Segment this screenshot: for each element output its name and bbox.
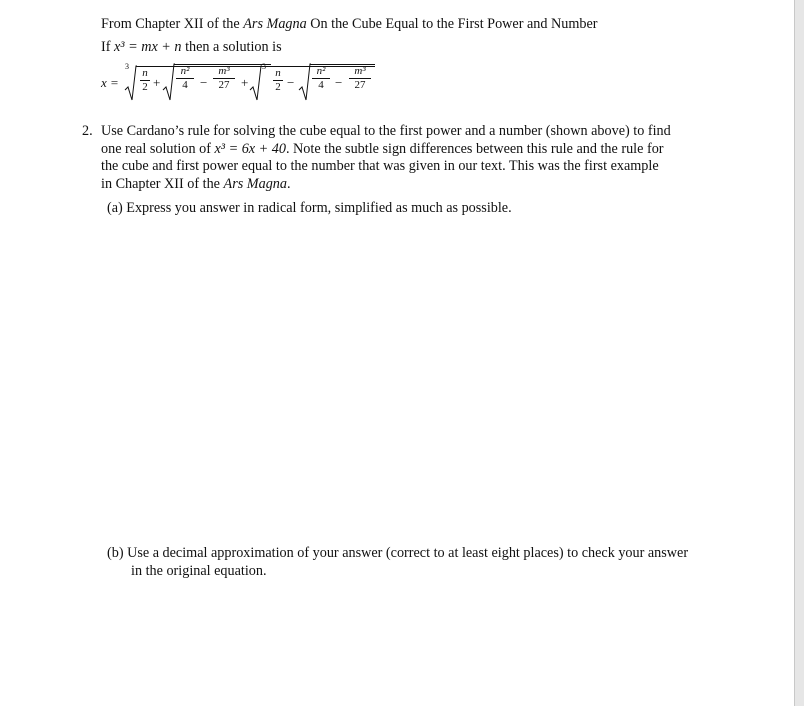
root-index-1: 3 xyxy=(125,62,129,71)
problem-number: 2. xyxy=(82,123,93,139)
solution-intro: then a solution is xyxy=(181,39,282,55)
part-a-prompt: (a) Express you answer in radical form, simplified as much as possible. xyxy=(107,200,512,216)
minus-sign-inner-1: − xyxy=(200,75,208,90)
book-title: Ars Magna xyxy=(243,16,307,32)
problem-line-2 xyxy=(101,141,664,158)
denominator-4: 4 xyxy=(182,79,188,91)
denominator-2: 2 xyxy=(275,81,281,93)
fraction-n-over-2-b xyxy=(273,67,283,93)
given-equation: x³ = 6x + 40 xyxy=(214,141,286,157)
fraction-n2-over-4-b xyxy=(312,65,330,91)
cardano-formula xyxy=(101,60,401,104)
part-b-prompt-line-1: (b) Use a decimal approximation of your answer (correct to at least eight places) to check your answer xyxy=(107,545,689,561)
problem-line-4 xyxy=(101,176,291,193)
fraction-m3-over-27-b xyxy=(349,65,371,91)
numerator-n-squared: n² xyxy=(180,65,190,77)
problem-line-3: the cube and first power equal to the number that was given in our text. This was the first example xyxy=(101,158,659,174)
numerator-n-squared: n² xyxy=(316,65,326,77)
cube-root-sign-1 xyxy=(125,66,137,102)
denominator-2: 2 xyxy=(142,81,148,93)
square-root-sign-1 xyxy=(163,64,175,102)
square-root-sign-2 xyxy=(299,64,311,102)
header-line-2 xyxy=(101,39,282,56)
if-text: If xyxy=(101,39,114,55)
denominator-27: 27 xyxy=(354,79,366,91)
period: . xyxy=(286,176,291,192)
problem-line-1: Use Cardano’s rule for solving the cube equal to the first power and a number (shown above) to find xyxy=(101,123,671,139)
book-title-2: Ars Magna xyxy=(223,176,287,192)
denominator-27: 27 xyxy=(218,79,230,91)
header-text: From Chapter XII of the xyxy=(101,16,244,32)
header-line-1 xyxy=(101,16,598,33)
root-index-2: 3 xyxy=(262,62,266,71)
fraction-n2-over-4-a xyxy=(176,65,194,91)
fraction-m3-over-27-a xyxy=(213,65,235,91)
minus-sign-inner-3: − xyxy=(335,75,343,90)
numerator-n: n xyxy=(142,67,148,79)
problem-line-2-start: one real solution of xyxy=(101,141,215,157)
cube-root-sign-2 xyxy=(250,66,262,102)
part-b-prompt-line-2: in the original equation. xyxy=(131,563,267,579)
formula-lhs: x = xyxy=(101,75,119,90)
numerator-m-cubed: m³ xyxy=(354,65,366,77)
numerator-m-cubed: m³ xyxy=(218,65,230,77)
fraction-n-over-2-a xyxy=(140,67,150,93)
header-text-rest: On the Cube Equal to the First Power and Number xyxy=(306,16,598,32)
plus-sign-middle: + xyxy=(241,75,249,90)
numerator-n: n xyxy=(275,67,281,79)
plus-sign-inner-1: + xyxy=(153,75,161,90)
cubic-equation: x³ = mx + n xyxy=(114,39,182,55)
problem-line-4-start: in Chapter XII of the xyxy=(101,176,224,192)
viewer-margin xyxy=(795,0,804,706)
minus-sign-inner-2: − xyxy=(287,75,295,90)
denominator-4: 4 xyxy=(318,79,324,91)
problem-line-2-end: . Note the subtle sign differences between this rule and the rule for xyxy=(285,141,664,157)
